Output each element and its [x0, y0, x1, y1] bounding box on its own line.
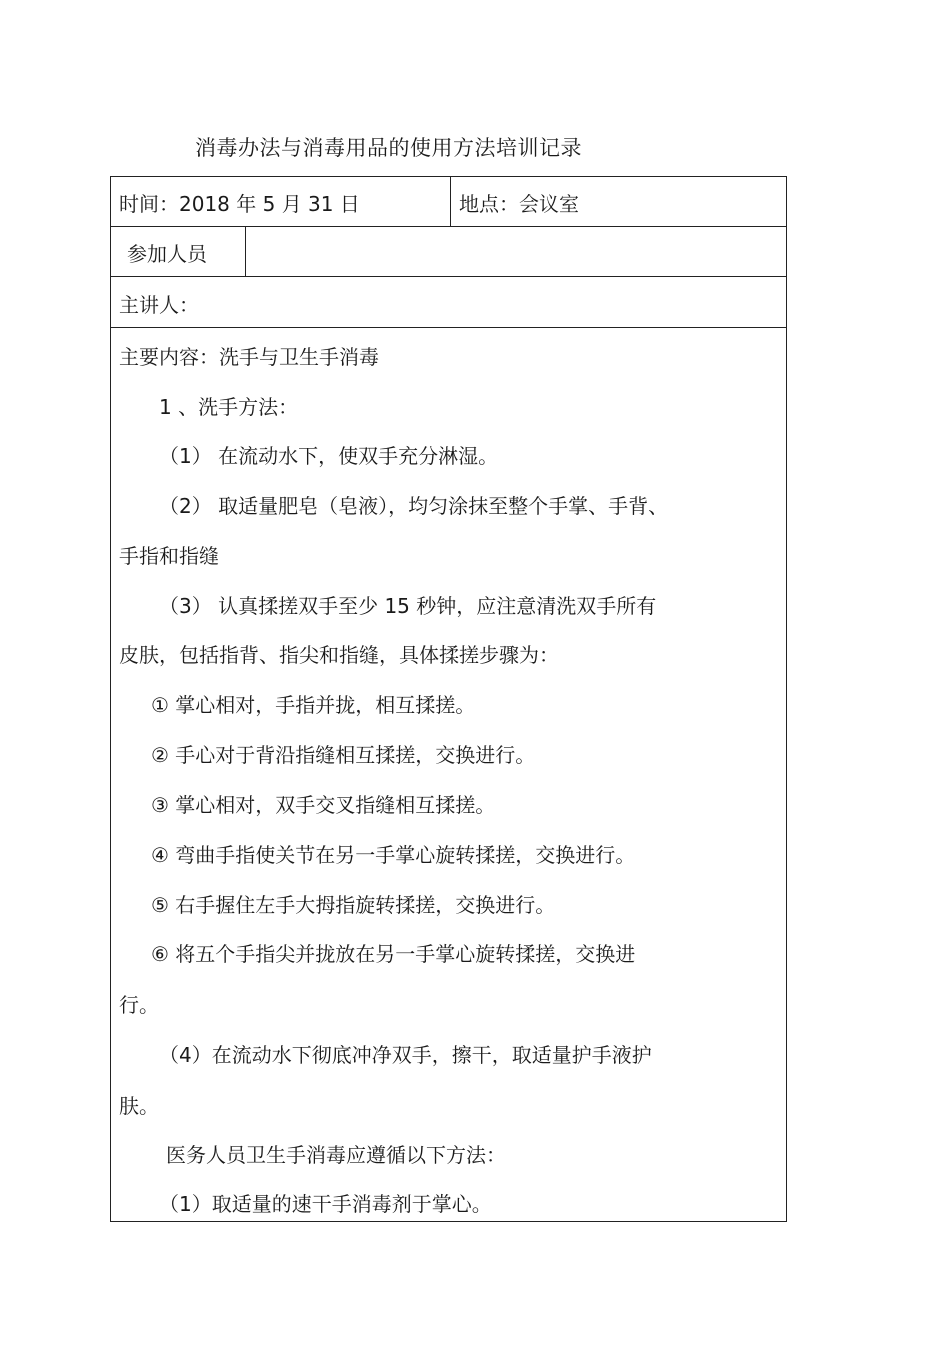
content-line: （4）在流动水下彻底冲净双手，擦干，取适量护手液护: [159, 1043, 652, 1067]
speaker-label: 主讲人：: [119, 293, 199, 317]
location-label: 地点：: [459, 192, 519, 216]
row-divider: [111, 226, 786, 227]
content-line: （3） 认真揉搓双手至少 15 秒钟，应注意清洗双手所有: [159, 594, 657, 618]
content-line: 行。: [119, 993, 159, 1017]
location-field: [459, 188, 579, 217]
content-line: 肤。: [119, 1094, 159, 1118]
content-line: （1） 在流动水下，使双手充分淋湿。: [159, 444, 499, 468]
time-value: 2018 年 5 月 31 日: [179, 192, 360, 216]
content-line: ⑤ 右手握住左手大拇指旋转揉搓，交换进行。: [151, 893, 556, 917]
location-value: 会议室: [519, 192, 579, 216]
content-line: ⑥ 将五个手指尖并拢放在另一手掌心旋转揉搓，交换进: [151, 942, 636, 966]
row-divider: [111, 276, 786, 277]
content-line: ④ 弯曲手指使关节在另一手掌心旋转揉搓，交换进行。: [151, 843, 636, 867]
content-line: ③ 掌心相对，双手交叉指缝相互揉搓。: [151, 793, 496, 817]
participants-label: 参加人员: [127, 242, 207, 266]
column-divider: [245, 226, 246, 276]
content-line: 医务人员卫生手消毒应遵循以下方法：: [166, 1143, 506, 1167]
content-line: （1）取适量的速干手消毒剂于掌心。: [159, 1192, 492, 1216]
training-record-form: [110, 176, 787, 1222]
content-line: 手指和指缝: [119, 544, 219, 568]
content-line: ① 掌心相对，手指并拢，相互揉搓。: [151, 693, 476, 717]
time-label: 时间：: [119, 192, 179, 216]
row-divider: [111, 327, 786, 328]
content-line: （2） 取适量肥皂（皂液），均匀涂抹至整个手掌、手背、: [159, 494, 669, 518]
content-line: ② 手心对于背沿指缝相互揉搓，交换进行。: [151, 743, 536, 767]
content-line: 1 、洗手方法：: [159, 395, 299, 419]
document-title: 消毒办法与消毒用品的使用方法培训记录: [195, 136, 582, 160]
time-field: [119, 188, 360, 217]
column-divider: [450, 177, 451, 226]
content-line: 主要内容：洗手与卫生手消毒: [119, 345, 379, 369]
content-line: 皮肤，包括指背、指尖和指缝，具体揉搓步骤为：: [119, 643, 559, 667]
